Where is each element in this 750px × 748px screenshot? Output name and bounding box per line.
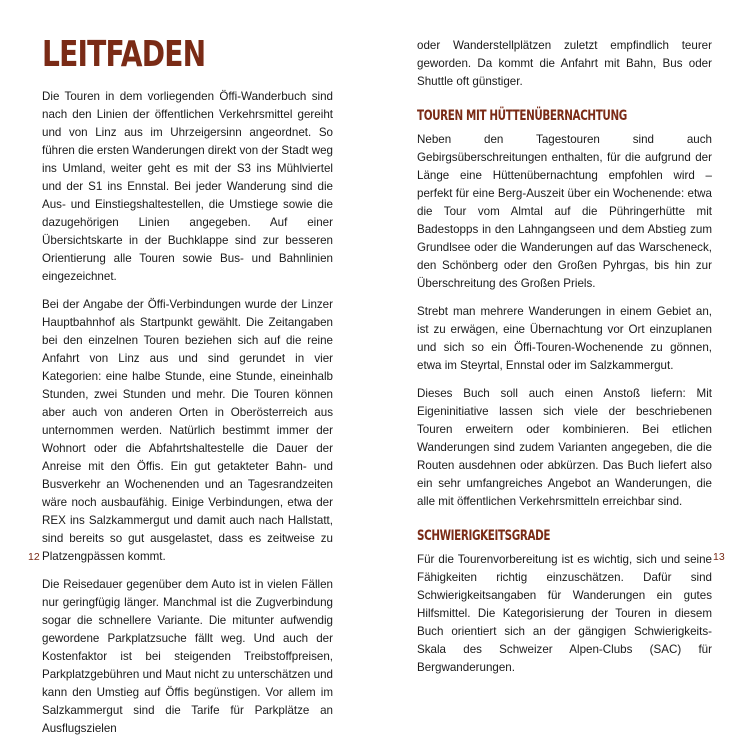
page-number-right: 13	[713, 551, 725, 563]
paragraph: Die Reisedauer gegenüber dem Auto ist in vielen Fällen nur geringfügig länger. Manchmal ist die Zugverbindung sogar die schnellere Variante. Die mitunter aufwendig gewordene Parkplatzsuche fällt weg. Und auch der Kostenfaktor ist bei steigenden Treibstoffpreisen, Parkplatzgebühren und Maut nicht zu unterschätzen und kann den Umstieg auf Öffis begünstigen. Vor allem im Salzkammergut sind die Tarife für Parkplätze an Ausflugszielen	[42, 578, 333, 735]
paragraph: Neben den Tagestouren sind auch Gebirgsüberschreitungen enthalten, für die aufgrund der Länge eine Hüttenübernachtung empfohlen wird – perfekt für eine Berg-Auszeit über ein Wochenende: etwa die Tour vom Almtal auf die Pühringerhütte mit Badestopps in den Lahngangseen und dem Abstieg zum Grundlsee oder die Wanderungen auf das Warscheneck, den Schönberg oder den Großen Pyhrgas, bis hin zur Überschreitung des Großen Priels.	[417, 133, 712, 290]
right-text-column	[417, 37, 712, 687]
right-page	[375, 0, 750, 674]
section-heading-schwierigkeitsgrade: SCHWIERIGKEITSGRADE	[417, 528, 551, 544]
paragraph: Für die Tourenvorbereitung ist es wichtig, sich und seine Fähigkeiten richtig einzuschätzen. Dafür sind Schwierigkeitsangaben für Wanderungen ein gutes Hilfsmittel. Die Kategorisierung der Touren in diesem Buch orientiert sich an der gängigen Schwierigkeits-Skala des Schweizer Alpen-Clubs (SAC) für Bergwanderungen.	[417, 553, 712, 674]
page-number-left: 12	[28, 551, 40, 563]
paragraph: Strebt man mehrere Wanderungen in einem Gebiet an, ist zu erwägen, eine Übernachtung vor Ort einzuplanen und sich so ein Öffi-Touren-Wochenende zu gönnen, etwa im Steyrtal, Ennstal oder im Salzkammergut.	[417, 305, 712, 372]
left-page	[0, 0, 375, 735]
paragraph: Dieses Buch soll auch einen Anstoß liefern: Mit Eigeninitiative lassen sich viele der beschriebenen Touren erweitern oder kombinieren. Bei etlichen Wanderungen sind zudem Varianten angegeben, die die Routen ausdehnen oder abkürzen. Das Buch liefert also ein sehr umfangreiches Angebot an Wanderungen, die alle mit öffentlichen Verkehrsmitteln erreichbar sind.	[417, 387, 712, 508]
paragraph: oder Wanderstellplätzen zuletzt empfindlich teurer geworden. Da kommt die Anfahrt mit Bahn, Bus oder Shuttle oft günstiger.	[417, 39, 712, 88]
paragraph: Bei der Angabe der Öffi-Verbindungen wurde der Linzer Hauptbahnhof als Startpunkt gewählt. Die Zeitangaben bei den einzelnen Touren beziehen sich auf die reine Anfahrt von Linz aus und sind gerundet in vier Kategorien: eine halbe Stunde, eine Stunde, eineinhalb Stunden, zwei Stunden und mehr. Die Touren können aber auch von anderen Orten in Oberösterreich aus unternommen werden. Natürlich bestimmt immer der Wohnort oder die Abfahrtshaltestelle die Dauer der Anreise mit den Öffis. Ein gut getakteter Bahn- und Busverkehr an Wochenenden und an Tagesrandzeiten wäre noch ausbaufähig. Einige Verbindungen, etwa der REX ins Salzkammergut und damit auch nach Hallstatt, sind bereits so gut ausgelastet, dass es zeitweise zu Platzengpässen kommt.	[42, 298, 333, 563]
left-text-column	[42, 88, 333, 748]
paragraph: Die Touren in dem vorliegenden Öffi-Wanderbuch sind nach den Linien der öffentlichen Verkehrsmittel gereiht und von Linz aus im Uhrzeigersinn angeordnet. So führen die ersten Wanderungen direkt von der Stadt weg ins Umland, weiter geht es mit der S3 ins Mühlviertel und der S1 ins Ennstal. Bei jeder Wanderung sind die Aus- und Einstiegshaltestellen, die Umstiege sowie die dazugehörigen Linien angegeben. Auf einer Übersichtskarte in der Buchklappe sind zur besseren Orientierung alle Touren sowie Bus- und Bahnlinien eingezeichnet.	[42, 90, 333, 283]
section-heading-huettenuebernachtung: TOUREN MIT HÜTTENÜBERNACHTUNG	[417, 108, 627, 124]
chapter-heading: LEITFADEN	[42, 34, 206, 75]
